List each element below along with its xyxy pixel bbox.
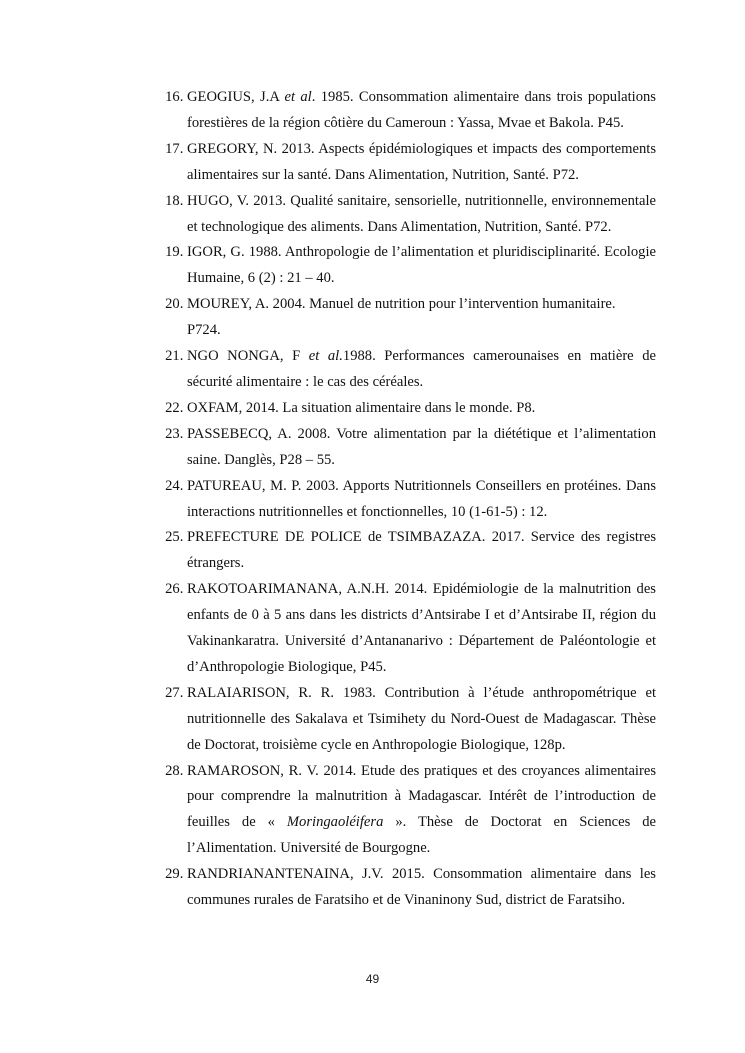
- reference-number: 20.: [165, 296, 187, 313]
- reference-number: 19.: [165, 244, 187, 261]
- reference-text-segment: NGO NONGA, F: [187, 348, 309, 365]
- reference-number: 24.: [165, 477, 187, 494]
- reference-list: [152, 85, 656, 914]
- reference-text: [187, 525, 656, 577]
- reference-entry: [152, 189, 656, 241]
- reference-text: [187, 681, 656, 759]
- reference-text-segment: . 1985. Consommation alimentaire dans trois populations forestières de la région côtière du Cameroun : Yassa, Mvae et Bakola. P45.: [187, 89, 656, 131]
- reference-text-segment: 1988. Performances camerounaises en matière de sécurité alimentaire : le cas des céréales.: [187, 348, 656, 390]
- reference-entry: [152, 422, 656, 474]
- reference-text-segment: RAMAROSON, R. V. 2014. Etude des pratiques et des croyances alimentaires pour comprendre la malnutrition à Madagascar. Intérêt de l’introduction de feuilles de «: [187, 762, 656, 831]
- reference-italic-text: et al.: [308, 348, 343, 365]
- reference-text-segment: RAKOTOARIMANANA, A.N.H. 2014. Epidémiologie de la malnutrition des enfants de 0 à 5 ans dans les districts d’Antsirabe I et d’Antsirabe II, région du Vakinankaratra. Université d’Antananarivo : Département de Paléontologie et d’Anthropologie Biologique, P45.: [187, 581, 656, 675]
- reference-italic-text: et al: [284, 89, 312, 105]
- reference-entry: [152, 292, 656, 344]
- reference-entry: [152, 85, 656, 137]
- reference-number: 28.: [165, 762, 187, 779]
- reference-text: [187, 137, 656, 189]
- reference-entry: [152, 577, 656, 681]
- reference-entry: [152, 862, 656, 914]
- reference-text-segment: RANDRIANANTENAINA, J.V. 2015. Consommation alimentaire dans les communes rurales de Faratsiho et de Vinaninony Sud, district de Faratsiho.: [187, 866, 656, 909]
- reference-text: [187, 474, 656, 526]
- reference-entry: [152, 240, 656, 292]
- reference-number: 26.: [165, 581, 187, 598]
- reference-text-segment: IGOR, G. 1988. Anthropologie de l’alimentation et pluridisciplinarité. Ecologie Humaine, 6 (2) : 21 – 40.: [187, 244, 656, 287]
- reference-text: [187, 344, 656, 396]
- reference-text: [187, 759, 656, 863]
- reference-number: 25.: [165, 529, 187, 546]
- reference-entry: [152, 137, 656, 189]
- reference-entry: [152, 759, 656, 863]
- reference-number: 16.: [165, 89, 187, 105]
- reference-entry: [152, 344, 656, 396]
- reference-text-segment: RALAIARISON, R. R. 1983. Contribution à l’étude anthropométrique et nutritionnelle des Sakalava et Tsimihety du Nord-Ouest de Madagascar. Thèse de Doctorat, troisième cycle en Anthropologie Biologique, 128p.: [187, 684, 656, 753]
- reference-number: 27.: [165, 684, 187, 701]
- reference-text-segment: PREFECTURE DE POLICE de TSIMBAZAZA. 2017. Service des registres étrangers.: [187, 529, 656, 572]
- reference-text-segment: GEOGIUS, J.A: [187, 89, 285, 105]
- reference-italic-text: Moringaoléifera: [286, 814, 384, 831]
- reference-number: 18.: [165, 192, 187, 209]
- page-number: 49: [365, 972, 380, 986]
- reference-entry: [152, 681, 656, 759]
- reference-text: [187, 396, 656, 422]
- reference-text: [187, 85, 656, 137]
- reference-text: [187, 240, 656, 292]
- reference-text: [187, 422, 656, 474]
- reference-number: 23.: [165, 425, 187, 442]
- reference-text: [187, 577, 656, 681]
- reference-text-segment: GREGORY, N. 2013. Aspects épidémiologiques et impacts des comportements alimentaires sur la santé. Dans Alimentation, Nutrition, Santé. P72.: [187, 140, 656, 183]
- reference-text-segment: PASSEBECQ, A. 2008. Votre alimentation par la diététique et l’alimentation saine. Danglès, P28 – 55.: [187, 425, 656, 468]
- reference-entry: [152, 474, 656, 526]
- reference-number: 17.: [165, 140, 187, 157]
- reference-text-segment: P724.: [187, 322, 221, 339]
- reference-text-segment: HUGO, V. 2013. Qualité sanitaire, sensorielle, nutritionnelle, environnementale et technologique des aliments. Dans Alimentation, Nutrition, Santé. P72.: [187, 192, 656, 235]
- reference-number: 29.: [165, 866, 187, 883]
- reference-text-segment: MOUREY, A. 2004. Manuel de nutrition pour l’intervention humanitaire.: [187, 296, 616, 313]
- reference-text-segment: PATUREAU, M. P. 2003. Apports Nutritionnels Conseillers en protéines. Dans interactions nutritionnelles et fonctionnelles, 10 (1-61-5) : 12.: [187, 477, 656, 520]
- reference-number: 21.: [165, 348, 187, 365]
- reference-text: [187, 862, 656, 914]
- reference-entry: [152, 396, 656, 422]
- reference-number: 22.: [165, 399, 187, 416]
- reference-text-segment: ». Thèse de Doctorat en Sciences de l’Alimentation. Université de Bourgogne.: [187, 814, 656, 857]
- reference-text-segment: OXFAM, 2014. La situation alimentaire dans le monde. P8.: [187, 399, 536, 416]
- reference-text: [187, 292, 656, 344]
- reference-entry: [152, 525, 656, 577]
- reference-text: [187, 189, 656, 241]
